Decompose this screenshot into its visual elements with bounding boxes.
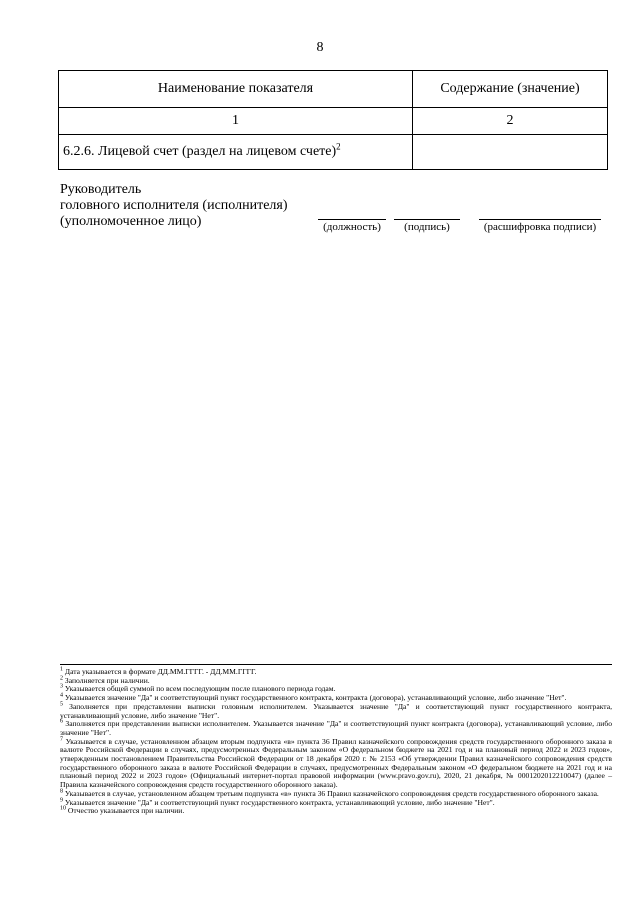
footnote: $^1$ Дата указывается в формате ДД.ММ.ГГГГ. - ДД.ММ.ГГГГ. bbox=[60, 666, 257, 676]
footnote: $^4$ Указывается значение "Да" и соответствующий пункт государственного контракта, контракта (договора), устанавливающий условие, либо значение "Нет". bbox=[60, 692, 567, 703]
footnote-marker: 2 bbox=[336, 141, 341, 152]
indicators-table bbox=[58, 70, 608, 170]
footnote: $^{10}$ Отчество указывается при наличии. bbox=[60, 805, 185, 816]
column-number-2: 2 bbox=[413, 108, 608, 135]
footnote: $^7$ Указывается в случае, установленном абзацем вторым подпункта «в» пункта 36 Правил казначейского сопровождения средств государственного оборонного заказа в валюте Российской Федерации в случаях, предусмотренных Федеральным законом «О федеральном бюджете на 2021 год и на плановый период 2022 и 2023 годов», утвержденным постановлением Правительства Российской Федерации от 18 декабря 2020 г. № 2153 «Об утверждении Правил казначейского сопровождения средств государственного оборонного заказа в валюте Российской Федерации в случаях, предусмотренных Федеральным законом «О федеральном бюджете на 2021 год и на плановый период 2022 и 2023 годов» (Официальный интернет-портал правовой информации (www.pravo.gov.ru), 2020, 21 декабря, № 0001202012210047) (далее – Правила казначейского сопровождения средств государственного оборонного заказа). bbox=[60, 736, 613, 790]
signature-decoding-field: (расшифровка подписи) bbox=[479, 219, 601, 237]
signatory-line: Руководитель bbox=[60, 182, 142, 197]
signatory-line: (уполномоченное лицо) bbox=[60, 214, 202, 229]
footnotes bbox=[60, 664, 612, 816]
table-header-row bbox=[59, 71, 608, 108]
footnote: $^3$ Указывается общей суммой по всем последующим после планового периода годам. bbox=[60, 683, 336, 694]
table-row bbox=[59, 135, 608, 170]
column-number-row bbox=[59, 108, 608, 135]
position-field: (должность) bbox=[318, 219, 386, 237]
row-value-cell bbox=[413, 135, 608, 170]
signatory-block bbox=[60, 182, 288, 230]
column-header-value: Содержание (значение) bbox=[413, 71, 608, 108]
footnote: $^8$ Указывается в случае, установленном абзацем третьим подпункта «в» пункта 36 Правил казначейского сопровождения средств государственного оборонного заказа. bbox=[60, 788, 599, 798]
page-number: 8 bbox=[316, 40, 324, 55]
footnote: $^2$ Заполняется при наличии. bbox=[60, 675, 150, 685]
signature-field: (подпись) bbox=[394, 219, 460, 237]
column-header-indicator-name: Наименование показателя bbox=[59, 71, 413, 108]
footnote: $^5$ Заполняется при представлении выписки головным исполнителем. Указывается значение "Да" и соответствующий пункт государственного контракта, устанавливающий условие, либо значение "Нет". bbox=[60, 701, 612, 720]
footnote: $^6$ Заполняется при представлении выписки исполнителем. Указывается значение "Да" и соответствующий пункт контракта (договора), устанавливающий условие, либо значение "Нет". bbox=[60, 718, 612, 737]
signatory-line: головного исполнителя (исполнителя) bbox=[60, 198, 288, 213]
column-number-1: 1 bbox=[59, 108, 413, 135]
footnote: $^9$ Указывается значение "Да" и соответствующий пункт государственного контракта, устанавливающий условие, либо значение "Нет". bbox=[60, 797, 495, 807]
row-label-cell bbox=[59, 135, 413, 170]
row-label: 6.2.6. Лицевой счет (раздел на лицевом счете) bbox=[63, 144, 337, 159]
